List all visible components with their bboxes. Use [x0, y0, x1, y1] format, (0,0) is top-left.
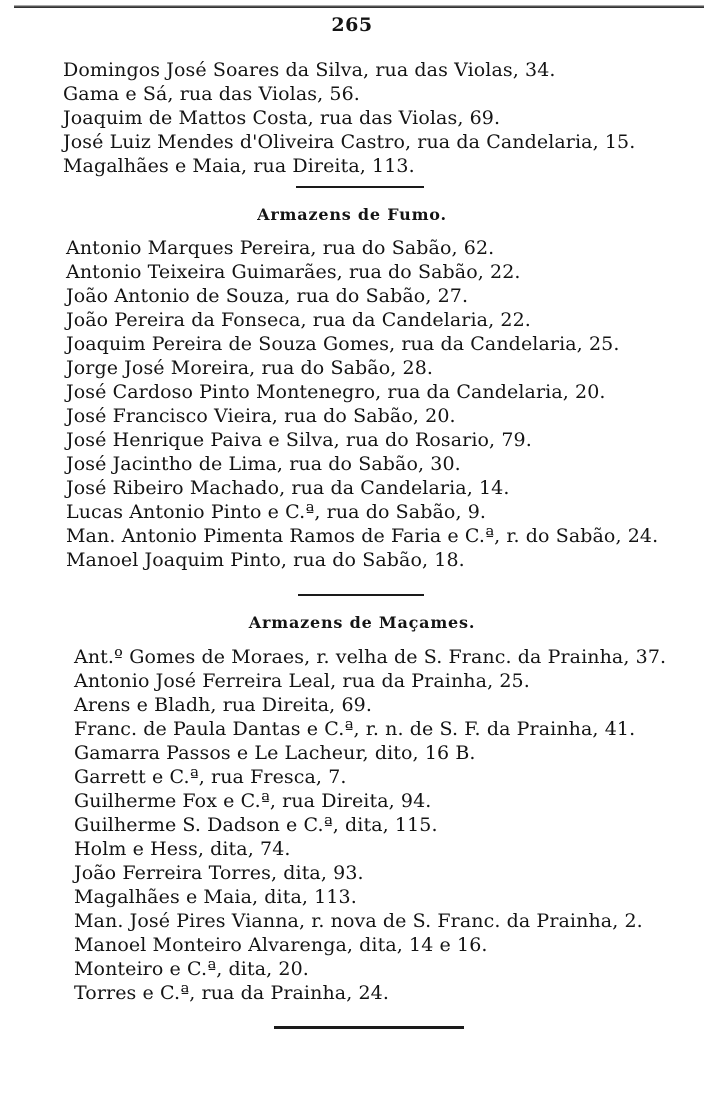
list-item: Jorge José Moreira, rua do Sabão, 28.	[66, 357, 434, 379]
list-item: Ant.º Gomes de Moraes, r. velha de S. Franc. da Prainha, 37.	[74, 646, 667, 668]
end-divider	[274, 1026, 464, 1029]
list-item: Antonio Marques Pereira, rua do Sabão, 62.	[66, 237, 495, 259]
list-item: Man. José Pires Vianna, r. nova de S. Franc. da Prainha, 2.	[74, 910, 643, 932]
list-item: Gamarra Passos e Le Lacheur, dito, 16 B.	[74, 742, 476, 764]
page-number: 265	[331, 14, 373, 36]
fumo-entry-list	[66, 236, 658, 572]
list-item: Guilherme Fox e C.ª, rua Direita, 94.	[74, 790, 432, 812]
macames-entry-list	[74, 645, 666, 1005]
list-item: Magalhães e Maia, rua Direita, 113.	[63, 155, 415, 177]
list-item: João Antonio de Souza, rua do Sabão, 27.	[66, 285, 469, 307]
list-item: João Ferreira Torres, dita, 93.	[74, 862, 364, 884]
list-item: Joaquim Pereira de Souza Gomes, rua da Candelaria, 25.	[66, 333, 620, 355]
page-top-border	[14, 5, 704, 8]
section-title-fumo: Armazens de Fumo.	[257, 205, 447, 224]
list-item: Franc. de Paula Dantas e C.ª, r. n. de S. F. da Prainha, 41.	[74, 718, 636, 740]
list-item: José Francisco Vieira, rua do Sabão, 20.	[66, 405, 456, 427]
section-heading	[0, 205, 704, 224]
list-item: Antonio José Ferreira Leal, rua da Prainha, 25.	[74, 670, 530, 692]
list-item: Torres e C.ª, rua da Prainha, 24.	[74, 982, 390, 1004]
list-item: Antonio Teixeira Guimarães, rua do Sabão, 22.	[66, 261, 521, 283]
section-title-macames: Armazens de Maçames.	[248, 613, 476, 632]
list-item: Arens e Bladh, rua Direita, 69.	[74, 694, 372, 716]
list-item: Joaquim de Mattos Costa, rua das Violas, 69.	[63, 107, 501, 129]
list-item: Holm e Hess, dita, 74.	[74, 838, 291, 860]
list-item: Man. Antonio Pimenta Ramos de Faria e C.ª, r. do Sabão, 24.	[66, 525, 659, 547]
section-divider	[296, 186, 424, 188]
list-item: Gama e Sá, rua das Violas, 56.	[63, 83, 360, 105]
list-item: Guilherme S. Dadson e C.ª, dita, 115.	[74, 814, 438, 836]
list-item: Manoel Monteiro Alvarenga, dita, 14 e 16.	[74, 934, 488, 956]
list-item: João Pereira da Fonseca, rua da Candelaria, 22.	[66, 309, 531, 331]
list-item: José Ribeiro Machado, rua da Candelaria, 14.	[66, 477, 510, 499]
list-item: Domingos José Soares da Silva, rua das Violas, 34.	[63, 59, 556, 81]
list-item: Garrett e C.ª, rua Fresca, 7.	[74, 766, 347, 788]
list-item: José Cardoso Pinto Montenegro, rua da Candelaria, 20.	[66, 381, 606, 403]
intro-entry-list	[63, 58, 635, 178]
section-heading	[0, 613, 704, 632]
list-item: José Luiz Mendes d'Oliveira Castro, rua da Candelaria, 15.	[63, 131, 636, 153]
list-item: José Jacintho de Lima, rua do Sabão, 30.	[66, 453, 461, 475]
list-item: Monteiro e C.ª, dita, 20.	[74, 958, 309, 980]
list-item: Manoel Joaquim Pinto, rua do Sabão, 18.	[66, 549, 465, 571]
list-item: Lucas Antonio Pinto e C.ª, rua do Sabão, 9.	[66, 501, 487, 523]
list-item: Magalhães e Maia, dita, 113.	[74, 886, 357, 908]
list-item: José Henrique Paiva e Silva, rua do Rosario, 79.	[66, 429, 532, 451]
section-divider	[298, 594, 424, 596]
